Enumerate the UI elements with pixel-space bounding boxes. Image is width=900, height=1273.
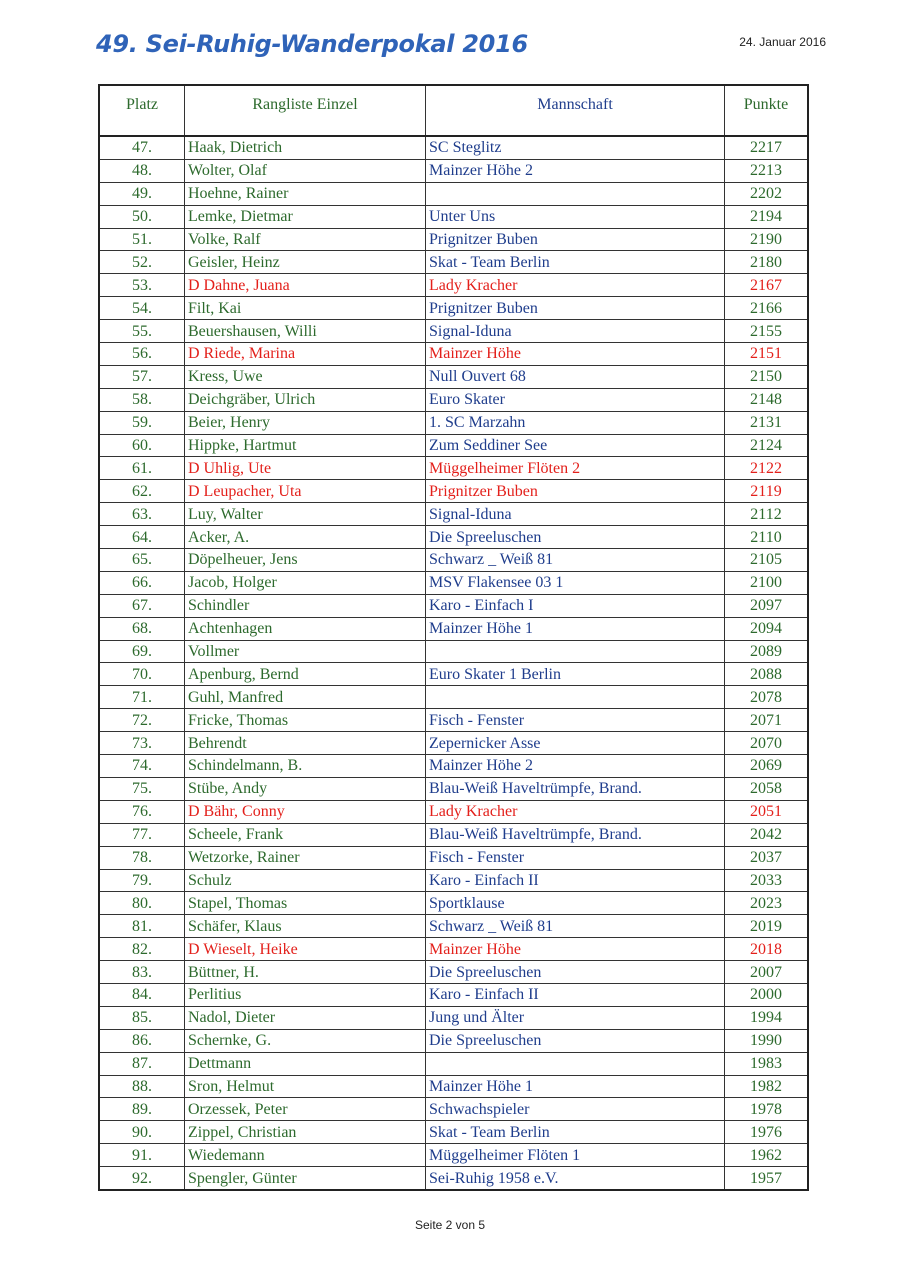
cell-points: 2112 xyxy=(725,503,809,526)
cell-platz: 55. xyxy=(99,320,185,343)
table-row xyxy=(99,274,808,297)
document-date: 24. Januar 2016 xyxy=(739,35,826,49)
cell-team: Mainzer Höhe xyxy=(426,938,725,961)
cell-team xyxy=(426,686,725,709)
cell-team: Skat - Team Berlin xyxy=(426,251,725,274)
cell-name: Zippel, Christian xyxy=(185,1121,426,1144)
table-row xyxy=(99,1029,808,1052)
cell-platz: 53. xyxy=(99,274,185,297)
cell-points: 2202 xyxy=(725,182,809,205)
cell-platz: 56. xyxy=(99,343,185,366)
cell-team: Signal-Iduna xyxy=(426,320,725,343)
cell-team: Müggelheimer Flöten 1 xyxy=(426,1144,725,1167)
cell-team: Blau-Weiß Haveltrümpfe, Brand. xyxy=(426,777,725,800)
cell-platz: 68. xyxy=(99,617,185,640)
cell-team: Prignitzer Buben xyxy=(426,297,725,320)
table-row xyxy=(99,228,808,251)
cell-team: Mainzer Höhe 1 xyxy=(426,617,725,640)
cell-points: 2033 xyxy=(725,869,809,892)
cell-team: Fisch - Fenster xyxy=(426,709,725,732)
column-header-platz: Platz xyxy=(99,85,185,136)
cell-team xyxy=(426,640,725,663)
cell-name: D Bähr, Conny xyxy=(185,800,426,823)
cell-team: Euro Skater 1 Berlin xyxy=(426,663,725,686)
table-row xyxy=(99,457,808,480)
cell-points: 2119 xyxy=(725,480,809,503)
cell-name: Nadol, Dieter xyxy=(185,1006,426,1029)
cell-name: Kress, Uwe xyxy=(185,365,426,388)
cell-platz: 87. xyxy=(99,1052,185,1075)
cell-points: 1976 xyxy=(725,1121,809,1144)
table-row xyxy=(99,251,808,274)
cell-name: Lemke, Dietmar xyxy=(185,205,426,228)
cell-name: Apenburg, Bernd xyxy=(185,663,426,686)
cell-name: D Riede, Marina xyxy=(185,343,426,366)
cell-name: Beier, Henry xyxy=(185,411,426,434)
cell-team: Mainzer Höhe xyxy=(426,343,725,366)
table-row xyxy=(99,1167,808,1190)
table-row xyxy=(99,686,808,709)
cell-team: Skat - Team Berlin xyxy=(426,1121,725,1144)
table-row xyxy=(99,1075,808,1098)
cell-platz: 52. xyxy=(99,251,185,274)
ranking-table xyxy=(98,84,809,1191)
cell-platz: 92. xyxy=(99,1167,185,1190)
cell-team: Null Ouvert 68 xyxy=(426,365,725,388)
table-row xyxy=(99,869,808,892)
cell-team: Signal-Iduna xyxy=(426,503,725,526)
table-row xyxy=(99,800,808,823)
cell-points: 2150 xyxy=(725,365,809,388)
table-row xyxy=(99,297,808,320)
cell-platz: 90. xyxy=(99,1121,185,1144)
cell-name: Büttner, H. xyxy=(185,961,426,984)
table-row xyxy=(99,823,808,846)
cell-points: 2078 xyxy=(725,686,809,709)
cell-team: Sportklause xyxy=(426,892,725,915)
cell-team: Mainzer Höhe 2 xyxy=(426,159,725,182)
table-row xyxy=(99,732,808,755)
table-row xyxy=(99,365,808,388)
table-row xyxy=(99,343,808,366)
cell-platz: 60. xyxy=(99,434,185,457)
table-row xyxy=(99,434,808,457)
cell-points: 2124 xyxy=(725,434,809,457)
cell-team: Zepernicker Asse xyxy=(426,732,725,755)
cell-platz: 88. xyxy=(99,1075,185,1098)
cell-name: Volke, Ralf xyxy=(185,228,426,251)
cell-platz: 66. xyxy=(99,571,185,594)
cell-points: 2155 xyxy=(725,320,809,343)
cell-points: 2190 xyxy=(725,228,809,251)
cell-name: D Dahne, Juana xyxy=(185,274,426,297)
table-row xyxy=(99,892,808,915)
cell-points: 2000 xyxy=(725,983,809,1006)
cell-name: Behrendt xyxy=(185,732,426,755)
cell-name: D Uhlig, Ute xyxy=(185,457,426,480)
cell-team: Jung und Älter xyxy=(426,1006,725,1029)
column-header-mannschaft: Mannschaft xyxy=(426,85,725,136)
cell-name: Hippke, Hartmut xyxy=(185,434,426,457)
cell-name: D Leupacher, Uta xyxy=(185,480,426,503)
cell-team: Euro Skater xyxy=(426,388,725,411)
cell-platz: 80. xyxy=(99,892,185,915)
cell-name: Wetzorke, Rainer xyxy=(185,846,426,869)
cell-name: Guhl, Manfred xyxy=(185,686,426,709)
table-row xyxy=(99,1144,808,1167)
cell-name: Schindelmann, B. xyxy=(185,755,426,778)
cell-platz: 50. xyxy=(99,205,185,228)
cell-team: Die Spreeluschen xyxy=(426,961,725,984)
cell-points: 1983 xyxy=(725,1052,809,1075)
cell-points: 2007 xyxy=(725,961,809,984)
table-row xyxy=(99,777,808,800)
cell-team: Mainzer Höhe 2 xyxy=(426,755,725,778)
cell-team: SC Steglitz xyxy=(426,136,725,159)
table-row xyxy=(99,320,808,343)
cell-team: Zum Seddiner See xyxy=(426,434,725,457)
cell-platz: 61. xyxy=(99,457,185,480)
cell-points: 2148 xyxy=(725,388,809,411)
cell-points: 2042 xyxy=(725,823,809,846)
cell-team xyxy=(426,1052,725,1075)
cell-team: Unter Uns xyxy=(426,205,725,228)
cell-name: Dettmann xyxy=(185,1052,426,1075)
cell-name: Schäfer, Klaus xyxy=(185,915,426,938)
cell-name: Wiedemann xyxy=(185,1144,426,1167)
table-row xyxy=(99,983,808,1006)
cell-team: Fisch - Fenster xyxy=(426,846,725,869)
cell-points: 2194 xyxy=(725,205,809,228)
cell-team: Schwarz _ Weiß 81 xyxy=(426,549,725,572)
cell-points: 2180 xyxy=(725,251,809,274)
cell-name: Orzessek, Peter xyxy=(185,1098,426,1121)
cell-points: 1978 xyxy=(725,1098,809,1121)
table-row xyxy=(99,159,808,182)
cell-team: Die Spreeluschen xyxy=(426,1029,725,1052)
cell-name: Jacob, Holger xyxy=(185,571,426,594)
table-header-row xyxy=(99,85,808,136)
cell-name: Achtenhagen xyxy=(185,617,426,640)
table-row xyxy=(99,182,808,205)
cell-platz: 78. xyxy=(99,846,185,869)
cell-name: Filt, Kai xyxy=(185,297,426,320)
cell-name: Döpelheuer, Jens xyxy=(185,549,426,572)
cell-platz: 64. xyxy=(99,526,185,549)
cell-points: 1957 xyxy=(725,1167,809,1190)
cell-name: Fricke, Thomas xyxy=(185,709,426,732)
cell-points: 2018 xyxy=(725,938,809,961)
table-row xyxy=(99,617,808,640)
cell-platz: 89. xyxy=(99,1098,185,1121)
cell-team: Schwachspieler xyxy=(426,1098,725,1121)
cell-platz: 54. xyxy=(99,297,185,320)
cell-team: Mainzer Höhe 1 xyxy=(426,1075,725,1098)
table-row xyxy=(99,1098,808,1121)
cell-points: 2069 xyxy=(725,755,809,778)
cell-platz: 79. xyxy=(99,869,185,892)
cell-points: 2167 xyxy=(725,274,809,297)
cell-platz: 58. xyxy=(99,388,185,411)
cell-platz: 73. xyxy=(99,732,185,755)
table-row xyxy=(99,594,808,617)
cell-team: MSV Flakensee 03 1 xyxy=(426,571,725,594)
cell-team: Müggelheimer Flöten 2 xyxy=(426,457,725,480)
cell-platz: 86. xyxy=(99,1029,185,1052)
cell-name: Schindler xyxy=(185,594,426,617)
cell-name: Hoehne, Rainer xyxy=(185,182,426,205)
cell-platz: 70. xyxy=(99,663,185,686)
cell-name: Wolter, Olaf xyxy=(185,159,426,182)
cell-name: Sron, Helmut xyxy=(185,1075,426,1098)
cell-name: Deichgräber, Ulrich xyxy=(185,388,426,411)
cell-name: Stapel, Thomas xyxy=(185,892,426,915)
cell-team: Karo - Einfach II xyxy=(426,983,725,1006)
cell-points: 2097 xyxy=(725,594,809,617)
cell-platz: 72. xyxy=(99,709,185,732)
table-row xyxy=(99,755,808,778)
cell-team: Blau-Weiß Haveltrümpfe, Brand. xyxy=(426,823,725,846)
cell-points: 2110 xyxy=(725,526,809,549)
cell-name: Acker, A. xyxy=(185,526,426,549)
table-row xyxy=(99,388,808,411)
cell-team xyxy=(426,182,725,205)
cell-team: Karo - Einfach II xyxy=(426,869,725,892)
cell-platz: 65. xyxy=(99,549,185,572)
table-row xyxy=(99,480,808,503)
table-row xyxy=(99,1121,808,1144)
document-title: 49. Sei-Ruhig-Wanderpokal 2016 xyxy=(96,30,528,58)
cell-points: 2071 xyxy=(725,709,809,732)
cell-platz: 81. xyxy=(99,915,185,938)
cell-team: 1. SC Marzahn xyxy=(426,411,725,434)
cell-name: Perlitius xyxy=(185,983,426,1006)
cell-platz: 77. xyxy=(99,823,185,846)
page-number: Seite 2 von 5 xyxy=(414,1218,486,1232)
cell-platz: 76. xyxy=(99,800,185,823)
cell-platz: 48. xyxy=(99,159,185,182)
cell-points: 2094 xyxy=(725,617,809,640)
table-row xyxy=(99,503,808,526)
cell-points: 2166 xyxy=(725,297,809,320)
cell-name: Spengler, Günter xyxy=(185,1167,426,1190)
cell-platz: 84. xyxy=(99,983,185,1006)
cell-name: Geisler, Heinz xyxy=(185,251,426,274)
cell-name: Haak, Dietrich xyxy=(185,136,426,159)
cell-name: Scheele, Frank xyxy=(185,823,426,846)
cell-points: 2019 xyxy=(725,915,809,938)
cell-platz: 83. xyxy=(99,961,185,984)
cell-platz: 63. xyxy=(99,503,185,526)
cell-platz: 91. xyxy=(99,1144,185,1167)
cell-team: Prignitzer Buben xyxy=(426,228,725,251)
table-row xyxy=(99,640,808,663)
cell-name: Beuershausen, Willi xyxy=(185,320,426,343)
table-row xyxy=(99,709,808,732)
cell-platz: 49. xyxy=(99,182,185,205)
cell-team: Schwarz _ Weiß 81 xyxy=(426,915,725,938)
cell-points: 1982 xyxy=(725,1075,809,1098)
cell-points: 2217 xyxy=(725,136,809,159)
cell-platz: 67. xyxy=(99,594,185,617)
table-row xyxy=(99,136,808,159)
cell-name: Stübe, Andy xyxy=(185,777,426,800)
cell-points: 2089 xyxy=(725,640,809,663)
cell-name: Schulz xyxy=(185,869,426,892)
table-row xyxy=(99,1006,808,1029)
cell-points: 2037 xyxy=(725,846,809,869)
cell-points: 2151 xyxy=(725,343,809,366)
table-row xyxy=(99,663,808,686)
cell-name: Vollmer xyxy=(185,640,426,663)
cell-platz: 62. xyxy=(99,480,185,503)
cell-name: Luy, Walter xyxy=(185,503,426,526)
cell-platz: 59. xyxy=(99,411,185,434)
cell-team: Sei-Ruhig 1958 e.V. xyxy=(426,1167,725,1190)
cell-points: 2131 xyxy=(725,411,809,434)
cell-points: 2122 xyxy=(725,457,809,480)
table-row xyxy=(99,915,808,938)
table-row xyxy=(99,411,808,434)
table-row xyxy=(99,571,808,594)
cell-team: Lady Kracher xyxy=(426,800,725,823)
cell-platz: 75. xyxy=(99,777,185,800)
cell-points: 2100 xyxy=(725,571,809,594)
cell-points: 1990 xyxy=(725,1029,809,1052)
column-header-rangliste: Rangliste Einzel xyxy=(185,85,426,136)
cell-platz: 69. xyxy=(99,640,185,663)
cell-team: Lady Kracher xyxy=(426,274,725,297)
cell-platz: 71. xyxy=(99,686,185,709)
cell-team: Karo - Einfach I xyxy=(426,594,725,617)
table-row xyxy=(99,1052,808,1075)
table-row xyxy=(99,526,808,549)
table-row xyxy=(99,205,808,228)
table-row xyxy=(99,938,808,961)
cell-platz: 47. xyxy=(99,136,185,159)
cell-platz: 74. xyxy=(99,755,185,778)
cell-platz: 85. xyxy=(99,1006,185,1029)
cell-points: 2023 xyxy=(725,892,809,915)
cell-team: Die Spreeluschen xyxy=(426,526,725,549)
cell-points: 1962 xyxy=(725,1144,809,1167)
table-row xyxy=(99,961,808,984)
cell-name: Schernke, G. xyxy=(185,1029,426,1052)
cell-platz: 51. xyxy=(99,228,185,251)
cell-points: 2213 xyxy=(725,159,809,182)
table-row xyxy=(99,846,808,869)
cell-points: 2058 xyxy=(725,777,809,800)
cell-points: 2070 xyxy=(725,732,809,755)
cell-name: D Wieselt, Heike xyxy=(185,938,426,961)
cell-points: 1994 xyxy=(725,1006,809,1029)
cell-team: Prignitzer Buben xyxy=(426,480,725,503)
cell-points: 2051 xyxy=(725,800,809,823)
cell-points: 2088 xyxy=(725,663,809,686)
table-row xyxy=(99,549,808,572)
cell-platz: 57. xyxy=(99,365,185,388)
cell-platz: 82. xyxy=(99,938,185,961)
column-header-punkte: Punkte xyxy=(725,85,809,136)
cell-points: 2105 xyxy=(725,549,809,572)
